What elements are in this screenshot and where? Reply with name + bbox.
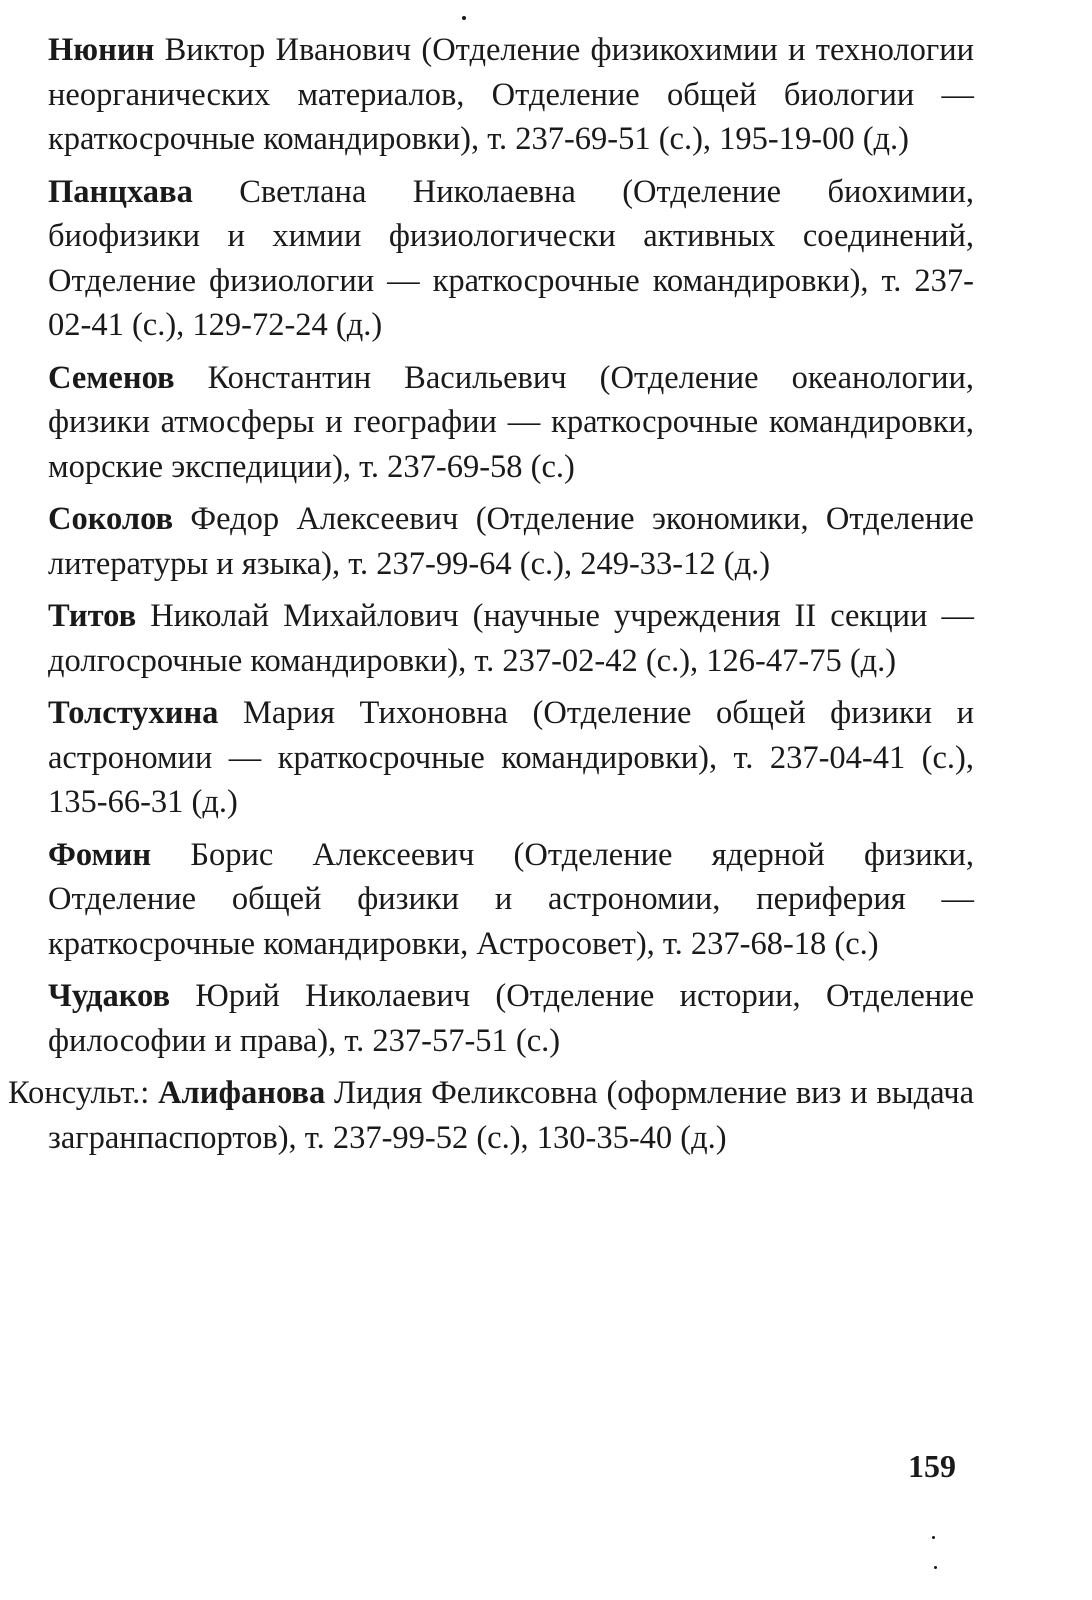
staff-surname: Нюнин xyxy=(48,32,155,68)
staff-surname: Толстухина xyxy=(48,695,219,731)
staff-details: Мария Тихоновна (Отделение общей физики и астрономии — краткосрочные командировки), т. 237-04-41 (с.), 135-66-31 (д.) xyxy=(48,695,974,820)
staff-entry xyxy=(48,691,974,825)
print-speck xyxy=(934,1566,937,1569)
staff-details: Константин Васильевич (Отделение океанологии, физики атмосферы и географии — краткосрочные командировки, морские экспедиции), т. 237-69-58 (с.) xyxy=(48,359,974,485)
print-speck xyxy=(462,16,466,20)
staff-entry xyxy=(48,170,974,348)
staff-surname: Соколов xyxy=(48,501,174,537)
print-speck xyxy=(932,1536,935,1539)
consultant-surname: Алифанова xyxy=(158,1075,326,1111)
staff-surname: Титов xyxy=(48,598,137,634)
staff-entry xyxy=(48,356,974,490)
staff-details: Светлана Николаевна (Отделение биохимии, биофизики и химии физиологически активных соединений, Отделение физиологии — краткосрочные командировки), т. 237-02-41 (с.), 129-72-24 (д.) xyxy=(48,173,974,343)
staff-surname: Панцхава xyxy=(48,173,193,210)
staff-details: Николай Михайлович (научные учреждения II секции — долгосрочные командировки), т. 237-02-42 (с.), 126-47-75 (д.) xyxy=(48,598,974,679)
consultant-label: Консульт.: xyxy=(8,1075,150,1111)
staff-surname: Семенов xyxy=(48,359,175,396)
consultant-entry xyxy=(8,1071,974,1160)
staff-surname: Чудаков xyxy=(48,978,171,1014)
staff-entry xyxy=(48,833,974,967)
staff-details: Юрий Николаевич (Отделение истории, Отделение философии и права), т. 237-57-51 (с.) xyxy=(48,978,974,1059)
staff-details: Виктор Иванович (Отделение физикохимии и технологии неорганических материалов, Отделение общей биологии — краткосрочные командировки), т. 237-69-51 (с.), 195-19-00 (д.) xyxy=(48,32,974,157)
staff-list xyxy=(8,28,975,1168)
page-number: 159 xyxy=(908,1448,956,1484)
staff-surname: Фомин xyxy=(48,836,152,873)
staff-entry xyxy=(48,28,974,162)
staff-details: Борис Алексеевич (Отделение ядерной физики, Отделение общей физики и астрономии, периферия — краткосрочные командировки, Астросовет), т. 237-68-18 (с.) xyxy=(48,836,974,962)
staff-entry xyxy=(48,497,974,586)
consultant-details: Лидия Феликсовна (оформление виз и выдача загранпаспортов), т. 237-99-52 (с.), 130-35-40 (д.) xyxy=(48,1075,975,1156)
staff-entry xyxy=(48,594,974,683)
staff-entry xyxy=(48,974,974,1063)
staff-details: Федор Алексеевич (Отделение экономики, Отделение литературы и языка), т. 237-99-64 (с.), 249-33-12 (д.) xyxy=(48,501,974,582)
